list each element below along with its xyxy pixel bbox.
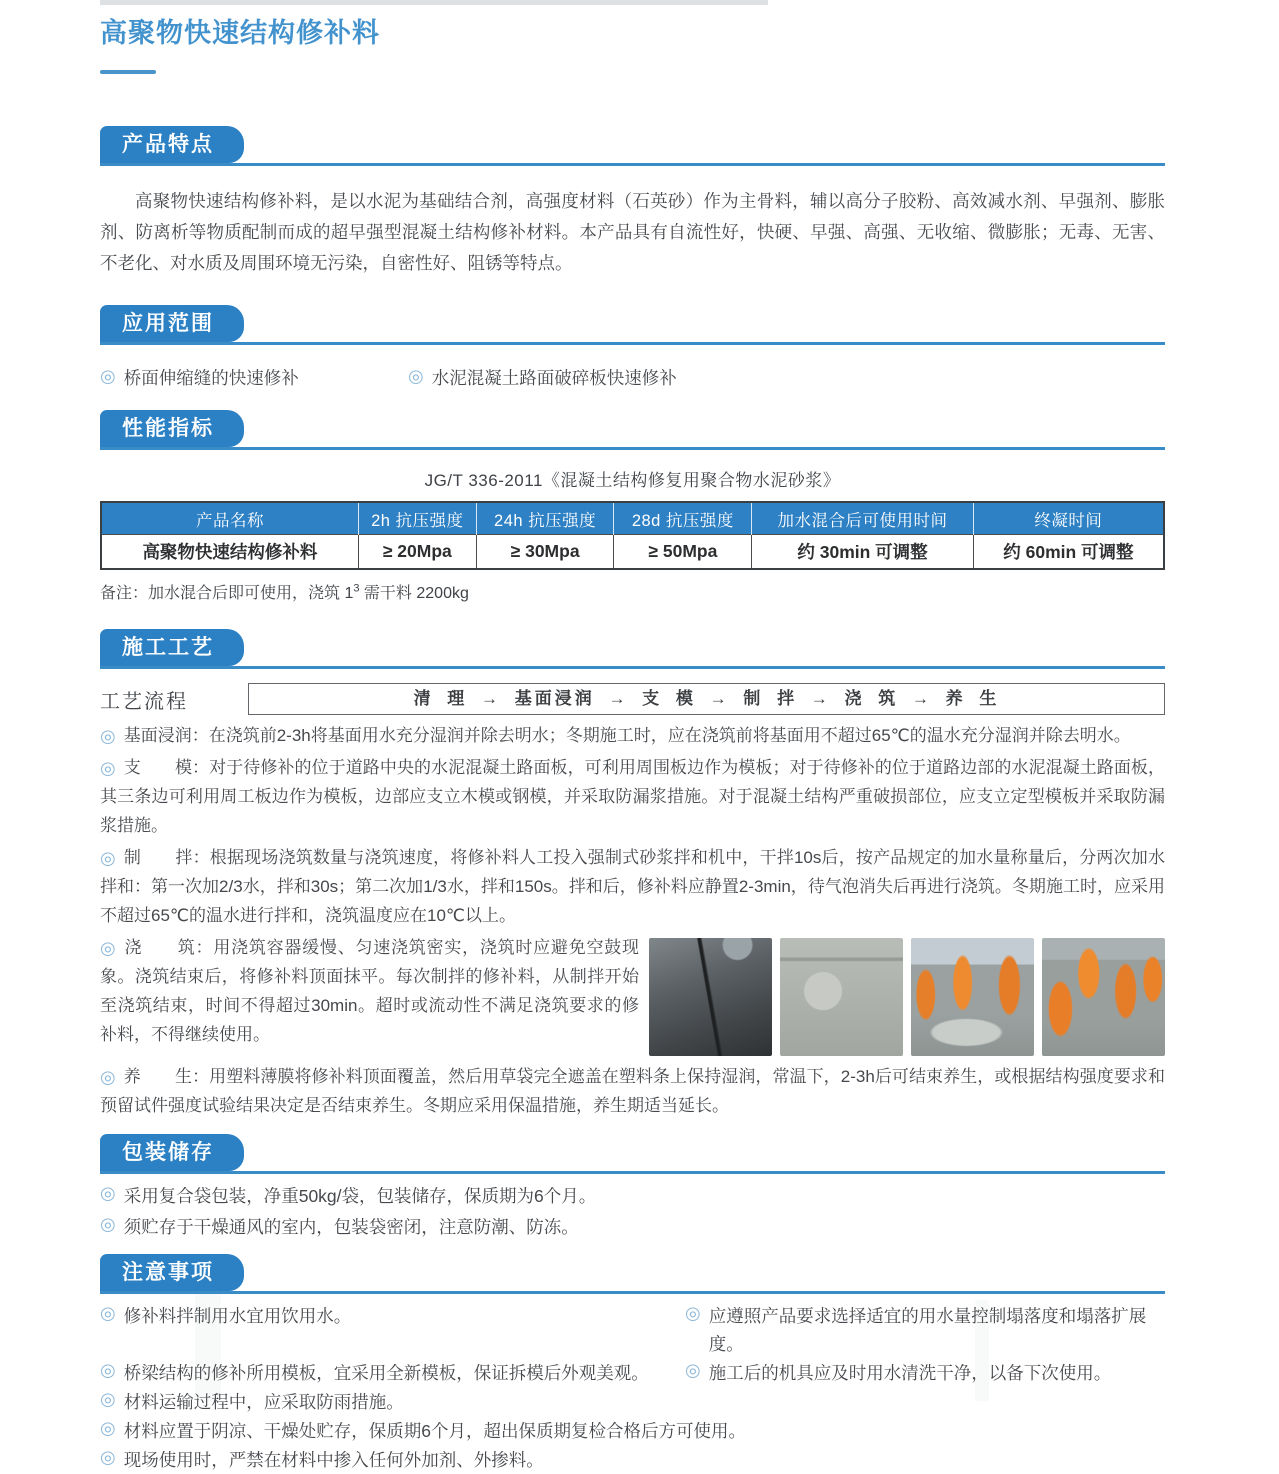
list-item bbox=[100, 1182, 1165, 1211]
ring-bullet-icon: ◎ bbox=[100, 366, 116, 386]
column-header: 28d 抗压强度 bbox=[614, 502, 752, 535]
process-steps bbox=[100, 721, 1165, 1120]
packaging-item-label: 须贮存于干燥通风的室内，包装袋密闭，注意防潮、防冻。 bbox=[123, 1217, 579, 1237]
section-header-process bbox=[100, 629, 1165, 669]
page-title: 高聚物快速结构修补料 bbox=[100, 18, 380, 48]
photo-damaged-concrete-surface bbox=[780, 938, 903, 1056]
note-item-label: 桥梁结构的修补所用模板，宜采用全新模板，保证拆模后外观美观。 bbox=[123, 1363, 649, 1383]
flow-diagram-box: 清 理 → 基面浸润 → 支 模 → 制 拌 → 浇 筑 → 养 生 bbox=[248, 683, 1165, 715]
ring-bullet-icon: ◎ bbox=[100, 1183, 116, 1203]
step-text: 基面浸润：在浇筑前2-3h将基面用水充分湿润并除去明水；冬期施工时，应在浇筑前将基面用不超过65℃的温水充分湿润并除去明水。 bbox=[123, 726, 1131, 745]
column-header: 产品名称 bbox=[101, 502, 358, 535]
ring-bullet-icon: ◎ bbox=[100, 848, 116, 868]
column-header: 加水混合后可使用时间 bbox=[752, 502, 974, 535]
application-item-label: 水泥混凝土路面破碎板快速修补 bbox=[431, 368, 677, 388]
photo-cracked-pavement bbox=[649, 938, 772, 1056]
ring-bullet-icon: ◎ bbox=[100, 1303, 116, 1323]
ring-bullet-icon: ◎ bbox=[100, 1389, 116, 1409]
standard-reference: JG/T 336-2011《混凝土结构修复用聚合物水泥砂浆》 bbox=[424, 471, 841, 490]
section-tab-performance: 性能指标 bbox=[100, 410, 244, 447]
list-item bbox=[685, 1359, 1165, 1387]
ring-bullet-icon: ◎ bbox=[408, 366, 424, 386]
section-tab-applications: 应用范围 bbox=[100, 305, 244, 342]
section-tab-packaging: 包装储存 bbox=[100, 1134, 244, 1171]
list-item bbox=[100, 1359, 685, 1387]
table-header-row bbox=[101, 502, 1164, 535]
table-row bbox=[101, 535, 1164, 570]
footnote-text: 需干料 2200kg bbox=[359, 585, 469, 602]
packaging-item-label: 采用复合袋包装，净重50kg/袋，包装储存，保质期为6个月。 bbox=[123, 1186, 597, 1206]
process-step-soaking bbox=[100, 721, 1165, 750]
column-header: 终凝时间 bbox=[973, 502, 1164, 535]
photo-workers-patching-road bbox=[1042, 938, 1165, 1056]
footnote-superscript: 3 bbox=[353, 582, 360, 595]
site-photo-strip bbox=[649, 938, 1165, 1056]
ring-bullet-icon: ◎ bbox=[685, 1360, 701, 1380]
ring-bullet-icon: ◎ bbox=[100, 938, 117, 958]
table-footnote bbox=[100, 580, 1165, 603]
section-tab-process: 施工工艺 bbox=[100, 629, 244, 666]
list-item bbox=[100, 1213, 1165, 1242]
note-item-label: 材料应置于阴凉、干燥处贮存，保质期6个月，超出保质期复检合格后方可使用。 bbox=[123, 1421, 746, 1441]
packaging-list bbox=[100, 1182, 1165, 1242]
performance-table bbox=[100, 501, 1165, 570]
section-header-applications bbox=[100, 305, 1165, 345]
list-item bbox=[100, 365, 408, 390]
list-item bbox=[100, 1446, 1165, 1474]
ring-bullet-icon: ◎ bbox=[100, 1067, 116, 1087]
photo-workers-removing-debris bbox=[911, 938, 1034, 1056]
table-cell-product-name: 高聚物快速结构修补料 bbox=[101, 535, 358, 570]
process-step-mixing bbox=[100, 843, 1165, 930]
step-text: 制 拌：根据现场浇筑数量与浇筑速度，将修补料人工投入强制式砂浆拌和机中，干拌10s后，按产品规定的加水量称量后，分两次加水拌和：第一次加2/3水，拌和30s；第二次加1/3水，拌和150s。拌和后，修补料应静置2-3min，待气泡消失后再进行浇筑。冬期施工时，应采用不超过65℃的温水进行拌和，浇筑温度应在10℃以上。 bbox=[100, 848, 1165, 925]
content-column bbox=[100, 0, 1165, 1474]
application-item-label: 桥面伸缩缝的快速修补 bbox=[123, 368, 299, 388]
list-item bbox=[100, 1388, 1165, 1416]
list-item bbox=[100, 1417, 1165, 1445]
column-header: 24h 抗压强度 bbox=[476, 502, 614, 535]
column-header: 2h 抗压强度 bbox=[358, 502, 476, 535]
applications-list bbox=[100, 365, 1165, 390]
ring-bullet-icon: ◎ bbox=[100, 1360, 116, 1380]
title-underline-dash bbox=[100, 70, 156, 74]
flow-label: 工艺流程 bbox=[100, 690, 188, 713]
list-item bbox=[100, 1302, 685, 1358]
step-text: 浇 筑：用浇筑容器缓慢、匀速浇筑密实，浇筑时应避免空鼓现象。浇筑结束后，将修补料顶面抹平。每次制拌的修补料，从制拌开始至浇筑结束，时间不得超过30min。超时或流动性不满足浇筑要求的修补料，不得继续使用。 bbox=[100, 938, 639, 1044]
section-header-packaging bbox=[100, 1134, 1165, 1174]
step-text: 支 模：对于待修补的位于道路中央的水泥混凝土路面板，可利用周围板边作为模板；对于待修补的位于道路边部的水泥混凝土路面板，其三条边可利用周工板边作为模板，边部应支立木模或钢模，并采取防漏浆措施。对于混凝土结构严重破损部位，应支立定型模板并采取防漏浆措施。 bbox=[100, 758, 1165, 835]
section-tab-features: 产品特点 bbox=[100, 126, 244, 163]
table-cell: 约 60min 可调整 bbox=[973, 535, 1164, 570]
table-cell: ≥ 20Mpa bbox=[358, 535, 476, 570]
list-item bbox=[408, 365, 677, 390]
note-item-label: 材料运输过程中，应采取防雨措施。 bbox=[123, 1392, 404, 1412]
process-step-formwork bbox=[100, 753, 1165, 840]
table-cell: ≥ 50Mpa bbox=[614, 535, 752, 570]
ring-bullet-icon: ◎ bbox=[100, 726, 116, 746]
features-paragraph: 高聚物快速结构修补料，是以水泥为基础结合剂，高强度材料（石英砂）作为主骨料，辅以高分子胶粉、高效减水剂、早强剂、膨胀剂、防离析等物质配制而成的超早强型混凝土结构修补材料。本产品具有自流性好，快硬、早强、高强、无收缩、微膨胀；无毒、无害、不老化、对水质及周围环境无污染，自密性好、阻锈等特点。 bbox=[100, 191, 1165, 273]
note-item-label: 施工后的机具应及时用水清洗干净，以备下次使用。 bbox=[708, 1363, 1112, 1383]
section-tab-notes: 注意事项 bbox=[100, 1254, 244, 1291]
note-item-label: 现场使用时，严禁在材料中掺入任何外加剂、外掺料。 bbox=[123, 1450, 544, 1470]
ring-bullet-icon: ◎ bbox=[100, 1214, 116, 1234]
table-cell: ≥ 30Mpa bbox=[476, 535, 614, 570]
step-text: 养 生：用塑料薄膜将修补料顶面覆盖，然后用草袋完全遮盖在塑料条上保持湿润，常温下，2-3h后可结束养生，或根据结构强度要求和预留试件强度试验结果决定是否结束养生。冬期应采用保温措施，养生期适当延长。 bbox=[100, 1067, 1165, 1115]
ring-bullet-icon: ◎ bbox=[100, 1447, 116, 1467]
note-item-label: 应遵照产品要求选择适宜的用水量控制塌落度和塌落扩展度。 bbox=[708, 1306, 1147, 1354]
notes-list bbox=[100, 1302, 1165, 1474]
ring-bullet-icon: ◎ bbox=[685, 1303, 701, 1323]
section-header-features bbox=[100, 126, 1165, 166]
note-item-label: 修补料拌制用水宜用饮用水。 bbox=[123, 1306, 352, 1326]
process-flow-row bbox=[100, 683, 1165, 715]
section-header-notes bbox=[100, 1254, 1165, 1294]
ring-bullet-icon: ◎ bbox=[100, 758, 116, 778]
process-step-curing bbox=[100, 1062, 1165, 1120]
list-item bbox=[685, 1302, 1165, 1358]
section-header-performance bbox=[100, 410, 1165, 450]
table-cell: 约 30min 可调整 bbox=[752, 535, 974, 570]
ring-bullet-icon: ◎ bbox=[100, 1418, 116, 1438]
footnote-text: 备注：加水混合后即可使用，浇筑 1 bbox=[100, 585, 354, 602]
